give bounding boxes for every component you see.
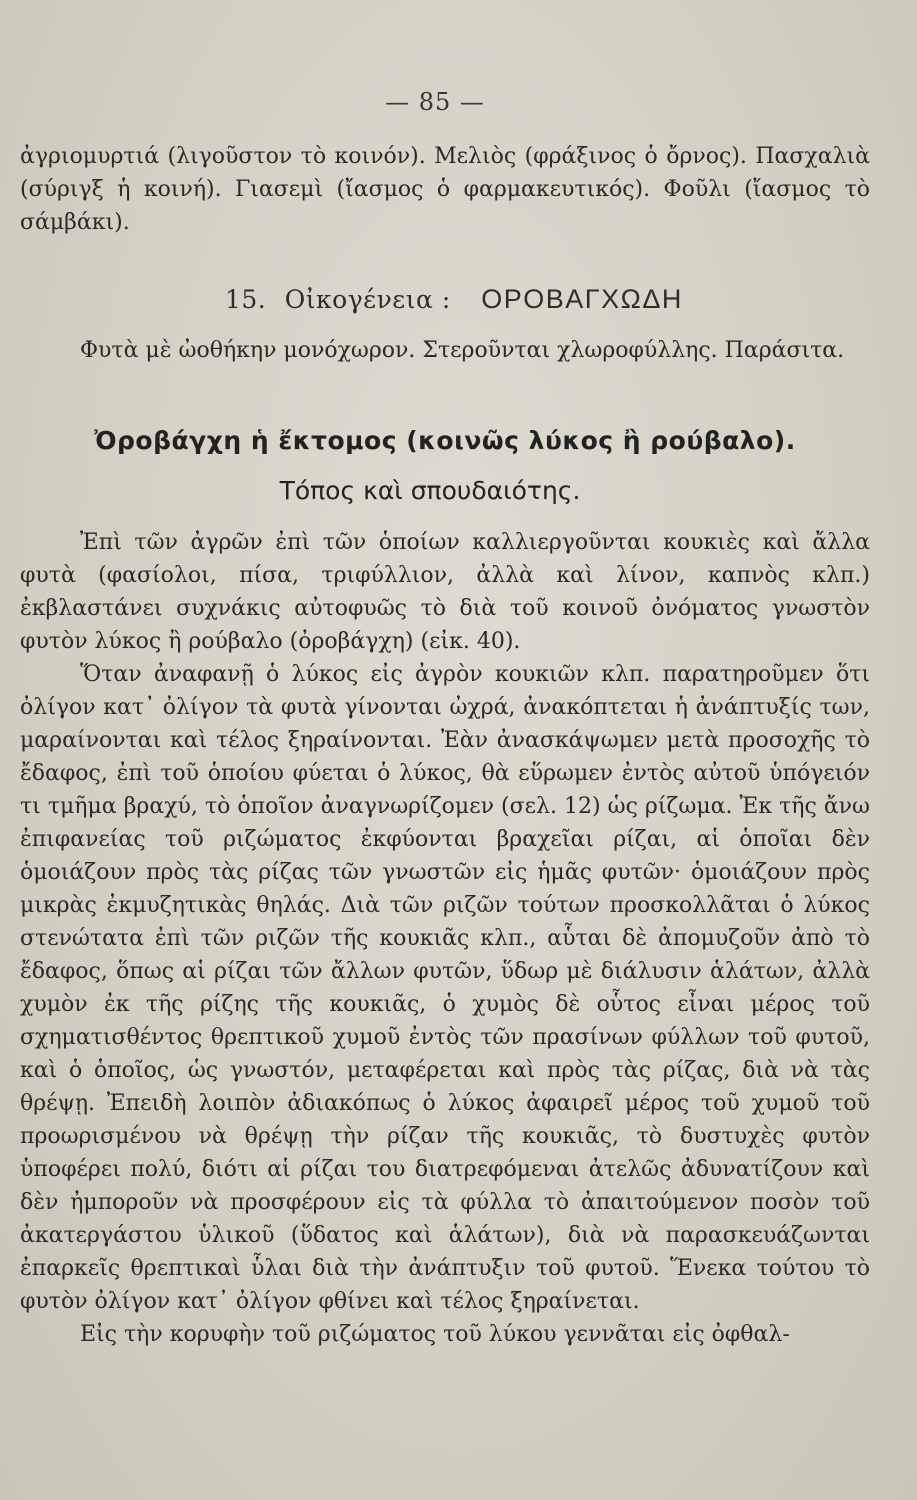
intro-paragraph: ἀγριομυρτιά (λιγοῦστον τὸ κοινόν). Μελιὸς (φράξινος ὁ ὄρνος). Πασχαλιὰ (σύριγξ ἡ κοινή). Γιασεμὶ (ἴασμος ὁ φαρμακευτικός). Φοῦλι (ἴασμος τὸ σάμβάκι). bbox=[20, 144, 870, 235]
paragraph-1: Ἐπὶ τῶν ἀγρῶν ἐπὶ τῶν ὁποίων καλλιεργοῦνται κουκιὲς καὶ ἄλλα φυτὰ (φασίολοι, πίσα, τριφύλλιον, ἀλλὰ καὶ λίνον, καπνὸς κλπ.) ἐκβλαστάνει συχνάκις αὐτοφυῶς τὸ διὰ τοῦ κοινοῦ ὀνόματος γνωστὸν φυτὸν λύκος ἢ ρούβαλο (ὀροβάγχη) (εἰκ. 40). bbox=[20, 530, 870, 654]
page-number: — 85 — bbox=[385, 88, 485, 116]
family-heading bbox=[225, 284, 683, 315]
section-title: Ὀροβάγχη ἡ ἔκτομος (κοινῶς λύκος ἢ ρούβαλο). bbox=[94, 426, 796, 455]
family-label: Οἰκογένεια : bbox=[284, 285, 451, 314]
paragraph-2: Ὅταν ἀναφανῇ ὁ λύκος εἰς ἀγρὸν κουκιῶν κλπ. παρατηροῦμεν ὅτι ὀλίγον κατ᾿ ὀλίγον τὰ φυτὰ γίνονται ὠχρά, ἀνακόπτεται ἡ ἀνάπτυξίς των, μαραίνονται καὶ τέλος ξηραίνονται. Ἐὰν ἀνασκάψωμεν μετὰ προσοχῆς τὸ ἔδαφος, ἐπὶ τοῦ ὁποίου φύεται ὁ λύκος, θὰ εὕρωμεν ἐντὸς αὐτοῦ ὑπόγειόν τι τμῆμα βραχύ, τὸ ὁποῖον ἀναγνωρίζομεν (σελ. 12) ὡς ρίζωμα. Ἐκ τῆς ἄνω ἐπιφανείας τοῦ ριζώματος ἐκφύονται βραχεῖαι ρίζαι, αἱ ὁποῖαι δὲν ὁμοιάζουν πρὸς τὰς ρίζας τῶν γνωστῶν εἰς ἡμᾶς φυτῶν· ὁμοιάζουν πρὸς μικρὰς ἐκμυζητικὰς θηλάς. Διὰ τῶν ριζῶν τούτων προσκολλᾶται ὁ λύκος στενώτατα ἐπὶ τῶν ριζῶν τῆς κουκιᾶς κλπ., αὗται δὲ ἀπομυζοῦν ἀπὸ τὸ ἔδαφος, ὅπως αἱ ρίζαι τῶν ἄλλων φυτῶν, ὕδωρ μὲ διάλυσιν ἁλάτων, ἀλλὰ χυμὸν ἐκ τῆς ρίζης τῆς κουκιᾶς, ὁ χυμὸς δὲ οὗτος εἶναι μέρος τοῦ σχηματισθέντος θρεπτικοῦ χυμοῦ ἐντὸς τῶν πρασίνων φύλλων τοῦ φυτοῦ, καὶ ὁ ὁποῖος, ὡς γνωστόν, μεταφέρεται καὶ πρὸς τὰς ρίζας, διὰ νὰ τὰς θρέψῃ. Ἐπειδὴ λοιπὸν ἀδιακόπως ὁ λύκος ἀφαιρεῖ μέρος τοῦ χυμοῦ τοῦ προωρισμένου νὰ θρέψῃ τὴν ρίζαν τῆς κουκιᾶς, τὸ δυστυχὲς φυτὸν ὑποφέρει πολύ, διότι αἱ ρίζαι του διατρεφόμεναι ἀτελῶς ἀδυνατίζουν καὶ δὲν ἠμποροῦν νὰ προσφέρουν εἰς τὰ φύλλα τὸ ἀπαιτούμενον ποσὸν τοῦ ἀκατεργάστου ὑλικοῦ (ὕδατος καὶ ἁλάτων), διὰ νὰ παρασκευάζωνται ἐπαρκεῖς θρεπτικαὶ ὗλαι διὰ τὴν ἀνάπτυξιν τοῦ φυτοῦ. Ἕνεκα τούτου τὸ φυτὸν ὀλίγον κατ᾿ ὀλίγον φθίνει καὶ τέλος ξηραίνεται. bbox=[20, 662, 870, 1314]
main-text bbox=[20, 526, 870, 1351]
paragraph-3: Εἰς τὴν κορυφὴν τοῦ ριζώματος τοῦ λύκου γεννᾶται εἰς ὀφθαλ- bbox=[80, 1322, 790, 1347]
family-description: Φυτὰ μὲ ὠοθήκην μονόχωρον. Στεροῦνται χλωροφύλλης. Παράσιτα. bbox=[80, 338, 845, 363]
family-number: 15. bbox=[225, 285, 267, 314]
section-subtitle: Τόπος καὶ σπουδαιότης. bbox=[279, 476, 581, 505]
family-name: ΟΡΟΒΑΓΧΩΔΗ bbox=[481, 284, 683, 314]
